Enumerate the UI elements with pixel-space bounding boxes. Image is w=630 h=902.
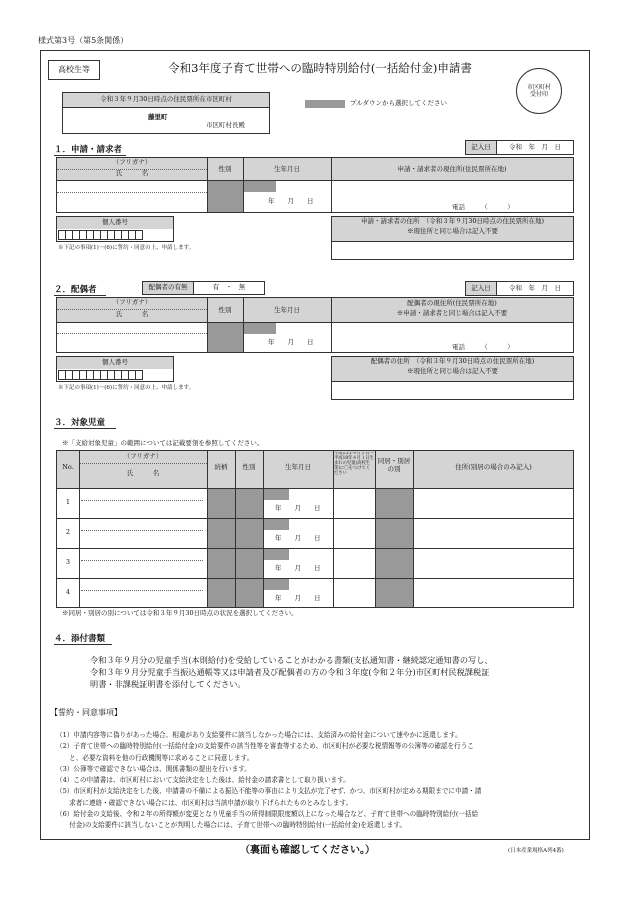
pulldown-note: プルダウンから選択してください — [350, 99, 447, 107]
child-check-cell[interactable] — [334, 549, 375, 578]
child-row-no: 4 — [65, 588, 71, 596]
s1-date-label: 記入日 — [465, 140, 497, 155]
municipality-select[interactable]: 藤里町 — [148, 113, 168, 121]
child-name-input[interactable] — [79, 501, 207, 517]
col-check: 平成15年４月２日～平成18年４月１日生まれの児童(高校生等)に〇をつけてください — [334, 452, 374, 476]
form-title: 令和3年度子育て世帯への臨時特別給付(一括給付金)申請書 — [168, 61, 472, 75]
s2-phone[interactable]: 電話 （ ） — [452, 343, 514, 351]
form-id: 様式第3号（第5条関係） — [38, 36, 129, 45]
s2-addr2-input[interactable] — [332, 382, 573, 399]
child-sex-select[interactable] — [236, 489, 263, 518]
child-row-no: 2 — [65, 528, 71, 536]
pledge-item: 付金)の支給要件に該当しないことが判明した場合には、子育て世帯への臨時特別給付(一括給付金)を返還します。 — [56, 821, 407, 830]
stamp-line1: 市区町村 — [526, 83, 551, 91]
s2-pledge-note: ※下記の事項(1)～(6)に誓約・同意の上、申請します。 — [58, 385, 195, 391]
pledge-list — [56, 730, 481, 832]
child-relation-select[interactable] — [208, 489, 235, 518]
child-era-select[interactable] — [264, 579, 289, 590]
child-check-cell[interactable] — [334, 519, 375, 548]
section2-heading: ２．配偶者 — [54, 285, 106, 296]
pledge-item: と、必要な資料を他の行政機関等に求めることに同意します。 — [56, 753, 254, 762]
child-relation-select[interactable] — [208, 519, 235, 548]
child-residence-select[interactable] — [376, 519, 413, 548]
section4-heading: ４．添付書類 — [54, 634, 112, 645]
child-row — [57, 579, 573, 607]
stamp-line2: 受付印 — [529, 91, 548, 98]
s4-body-line3: 明書・非課税証明書を添付してください。 — [90, 679, 246, 689]
section3-heading: ３．対象児童 — [54, 418, 116, 429]
s3-footnote: ※同居・別居の別については令和３年９月30日時点の状況を選択してください。 — [62, 609, 298, 617]
child-dob-ymd[interactable]: 年 月 日 — [275, 504, 321, 512]
child-residence-select[interactable] — [376, 579, 413, 607]
child-era-select[interactable] — [264, 549, 289, 560]
s1-dob-label: 生年月日 — [274, 165, 300, 173]
child-row — [57, 519, 573, 548]
pledge-item: 求者に連絡・確認できない場合には、市区町村は当該申請が取り下げられたものとみなします。 — [56, 798, 353, 807]
pledge-item: （4）この申請書は、市区町村において支給決定をした後は、給付金の請求書として取り扱います。 — [56, 776, 350, 785]
s1-addr2-input[interactable] — [332, 242, 573, 259]
child-relation-select[interactable] — [208, 579, 235, 607]
child-sex-select[interactable] — [236, 519, 263, 548]
s2-sex-select[interactable] — [208, 323, 243, 352]
col-furigana: （フリガナ） — [123, 452, 163, 460]
s1-address-label: 申請・請求者の現住所(住民票所在地) — [397, 165, 507, 173]
s1-addr2-line1: 申請・請求者の住所 （令和３年９月30日時点の住民票所在地) — [360, 217, 545, 225]
municipality-suffix: 市区町村長殿 — [206, 121, 245, 129]
pledge-heading: 【誓約・同意事項】 — [50, 708, 122, 717]
spouse-flag-label: 配偶者の有無 — [142, 281, 194, 295]
child-era-select[interactable] — [264, 489, 289, 500]
child-row-no: 3 — [65, 558, 71, 566]
pledge-item: （1）申請内容等に偽りがあった場合、相違があり支給要件に該当しなかった場合には、支給済みの給付金について速やかに返還します。 — [56, 731, 462, 739]
s2-addr2-line2: ※現住所と同じ場合は記入不要 — [407, 367, 498, 375]
col-relation: 続柄 — [214, 463, 228, 471]
child-dob-ymd[interactable]: 年 月 日 — [275, 564, 321, 572]
child-era-select[interactable] — [264, 519, 289, 530]
s1-mynumber-label: 個人番号 — [57, 217, 173, 229]
s2-date-field[interactable]: 令和 年 月 日 — [496, 281, 574, 296]
col-dob: 生年月日 — [285, 463, 311, 471]
section1-heading: １．申請・請求者 — [54, 145, 126, 156]
child-furigana-input[interactable] — [79, 549, 207, 560]
child-address-input[interactable] — [414, 489, 573, 518]
category-box: 高校生等 — [48, 60, 100, 80]
s4-body-line2: 令和３年９月分児童手当振込通帳等又は申請者及び配偶者の方の令和３年度(令和２年分)市区町村民税課税証 — [90, 667, 490, 677]
s2-addr2-line1: 配偶者の住所 （令和３年９月30日時点の住民票所在地) — [370, 357, 535, 365]
s2-address-input[interactable] — [332, 323, 573, 343]
child-address-input[interactable] — [414, 549, 573, 578]
child-name-input[interactable] — [79, 561, 207, 577]
s1-sex-select[interactable] — [208, 181, 243, 212]
paper-size: (日本産業規格A列4番) — [508, 848, 564, 854]
child-residence-select[interactable] — [376, 549, 413, 578]
s1-pledge-note: ※下記の事項(1)～(6)に誓約・同意の上、申請します。 — [58, 245, 195, 251]
s1-mynumber-boxes[interactable] — [58, 230, 142, 240]
child-furigana-input[interactable] — [79, 579, 207, 590]
child-name-input[interactable] — [79, 591, 207, 606]
s2-date-label: 記入日 — [465, 281, 497, 296]
municipality-header: 令和３年９月30日時点の住民票所在市区町村 — [63, 93, 269, 107]
s2-mynumber-boxes[interactable] — [58, 370, 142, 380]
s1-date-field[interactable]: 令和 年 月 日 — [496, 140, 574, 155]
pulldown-swatch — [305, 100, 345, 108]
s1-furigana-label: （フリガナ） — [112, 158, 152, 166]
s2-sex-label: 性別 — [218, 306, 232, 314]
s2-dob-ymd[interactable]: 年 月 日 — [268, 338, 314, 346]
s2-dob-label: 生年月日 — [274, 306, 300, 314]
s2-name-label: 氏 名 — [115, 310, 149, 318]
child-dob-ymd[interactable]: 年 月 日 — [275, 594, 321, 602]
child-sex-select[interactable] — [236, 549, 263, 578]
s4-body-line1: 令和３年９月分の児童手当(本則給付)を受給していることがわかる書類(支払通知書・継続認定通知書の写し、 — [90, 655, 493, 665]
child-sex-select[interactable] — [236, 579, 263, 607]
s2-mynumber-label: 個人番号 — [57, 357, 173, 369]
col-residence: 同居・別居の別 — [377, 457, 411, 473]
col-address: 住所(別居の場合のみ記入) — [455, 463, 532, 471]
s1-furigana-input[interactable] — [57, 181, 207, 192]
child-address-input[interactable] — [414, 579, 573, 607]
s1-addr2-line2: ※現住所と同じ場合は記入不要 — [407, 227, 498, 235]
col-name: 氏 名 — [126, 469, 160, 477]
col-sex: 性別 — [242, 463, 256, 471]
child-residence-select[interactable] — [376, 489, 413, 518]
pledge-item: （5）市区町村が支給決定をした後、申請書の不備による振込不能等の事由により支払が完了せず、かつ、市区町村が定める期限までに申請・請 — [56, 787, 482, 796]
s2-era-select[interactable] — [244, 323, 276, 334]
child-check-cell[interactable] — [334, 489, 375, 518]
child-name-input[interactable] — [79, 531, 207, 547]
child-furigana-input[interactable] — [79, 519, 207, 530]
pledge-item: （3）公簿等で確認できない場合は、関係書類の提出を行います。 — [56, 764, 251, 773]
s1-phone[interactable]: 電話 （ ） — [452, 203, 514, 211]
s2-name-input[interactable] — [57, 334, 207, 352]
s2-address-line2: ※申請・請求者と同じ場合は記入不要 — [396, 309, 508, 317]
pledge-item: （6）給付金の支給後、令和２年の所得額が変更となり児童手当の所得制限限度額以上になった場合など、子育て世帯への臨時特別給付(一括給 — [56, 810, 479, 819]
child-dob-ymd[interactable]: 年 月 日 — [275, 534, 321, 542]
child-row-no: 1 — [65, 498, 71, 506]
pledge-item: （2）子育て世帯への臨時特別給付(一括給付金)の支給要件の該当性等を審査等するため、市区町村が必要な税情報等の公簿等の確認を行うこ — [56, 742, 474, 751]
s1-sex-label: 性別 — [218, 165, 232, 173]
child-row — [57, 489, 573, 518]
child-check-cell[interactable] — [334, 579, 375, 607]
s1-dob-ymd[interactable]: 年 月 日 — [268, 197, 314, 205]
reception-stamp — [516, 68, 562, 114]
s1-address-input[interactable] — [332, 181, 573, 201]
child-furigana-input[interactable] — [79, 489, 207, 500]
child-relation-select[interactable] — [208, 549, 235, 578]
s3-note: ※「支給対象児童」の範囲については記載要領を参照してください。 — [62, 439, 264, 447]
s1-era-select[interactable] — [244, 181, 276, 192]
child-row — [57, 549, 573, 578]
s1-name-label: 氏 名 — [115, 169, 149, 177]
s2-furigana-label: （フリガナ） — [112, 298, 152, 306]
col-no: No. — [62, 463, 74, 471]
spouse-flag-select[interactable]: 有 ・ 無 — [193, 281, 265, 295]
s2-furigana-input[interactable] — [57, 323, 207, 333]
s2-address-line1: 配偶者の現住所(住民票所在地) — [407, 299, 497, 307]
s1-name-input[interactable] — [57, 193, 207, 212]
back-note: （裏面も確認してください。） — [240, 845, 375, 856]
child-address-input[interactable] — [414, 519, 573, 548]
